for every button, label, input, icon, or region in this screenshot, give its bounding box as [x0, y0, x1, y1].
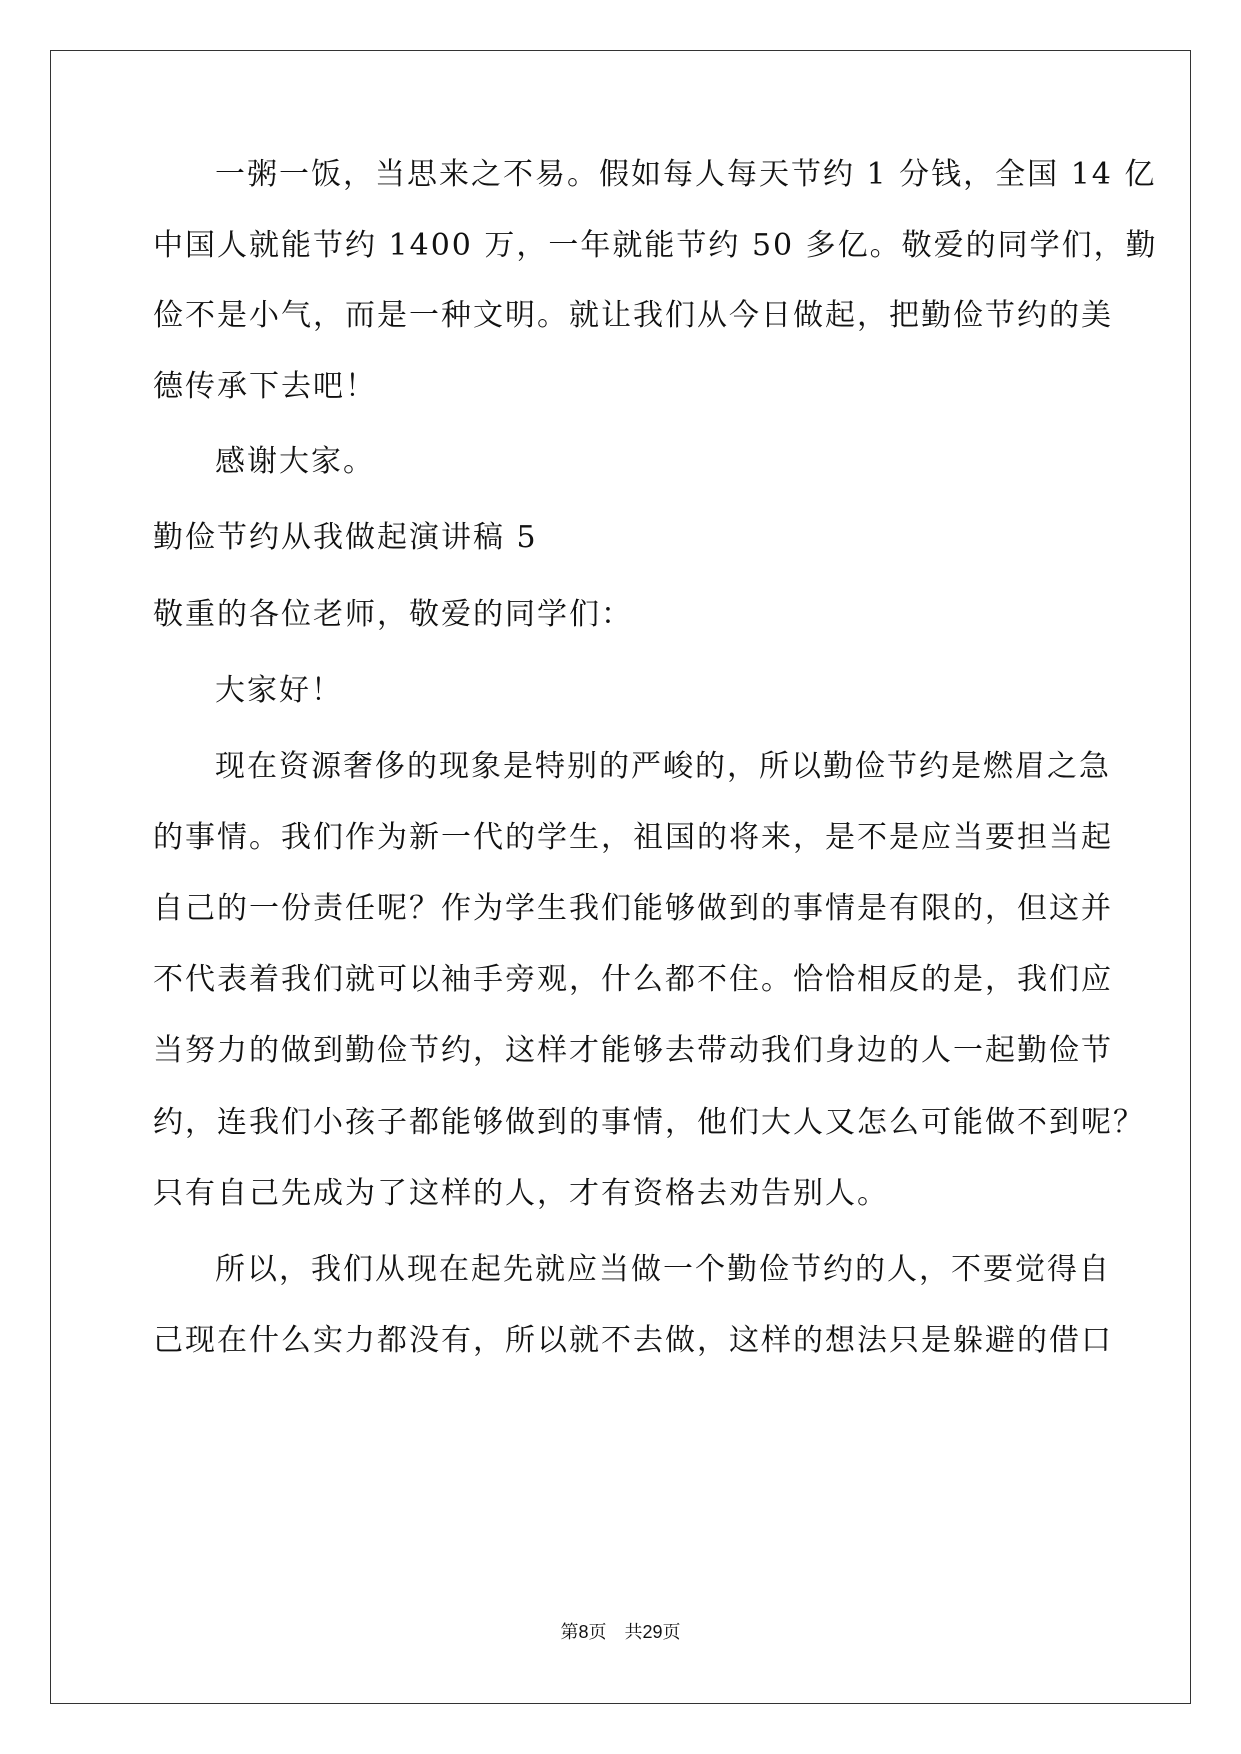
text-line: 德传承下去吧！	[153, 369, 377, 404]
page-mid: 页	[588, 1622, 607, 1643]
page-current: 8	[578, 1622, 589, 1642]
salutation: 敬重的各位老师，敬爱的同学们：	[153, 597, 633, 632]
total-prefix: 共	[624, 1622, 643, 1643]
text-line: 俭不是小气，而是一种文明。就让我们从今日做起，把勤俭节约的美	[153, 298, 1113, 333]
text-line: 一粥一饭，当思来之不易。假如每人每天节约 1 分钱，全国 14 亿	[215, 157, 1157, 192]
text-line: 己现在什么实力都没有，所以就不去做，这样的想法只是躲避的借口	[153, 1323, 1113, 1358]
page-footer	[0, 1620, 1241, 1645]
text-line: 自己的一份责任呢？作为学生我们能够做到的事情是有限的，但这并	[153, 891, 1113, 926]
section-heading: 勤俭节约从我做起演讲稿 5	[153, 520, 538, 555]
text-line: 的事情。我们作为新一代的学生，祖国的将来，是不是应当要担当起	[153, 820, 1113, 855]
text-line: 约，连我们小孩子都能够做到的事情，他们大人又怎么可能做不到呢？	[153, 1105, 1145, 1140]
text-line: 不代表着我们就可以袖手旁观，什么都不住。恰恰相反的是，我们应	[153, 962, 1113, 997]
text-line: 当努力的做到勤俭节约，这样才能够去带动我们身边的人一起勤俭节	[153, 1033, 1113, 1068]
text-line: 感谢大家。	[215, 444, 375, 479]
page-total: 29	[642, 1622, 663, 1642]
greeting: 大家好！	[215, 673, 343, 708]
text-line: 现在资源奢侈的现象是特别的严峻的，所以勤俭节约是燃眉之急	[215, 749, 1111, 784]
text-line: 只有自己先成为了这样的人，才有资格去劝告别人。	[153, 1176, 889, 1211]
text-line: 中国人就能节约 1400 万，一年就能节约 50 多亿。敬爱的同学们，勤	[153, 228, 1158, 263]
page-prefix: 第	[560, 1622, 579, 1643]
text-line: 所以，我们从现在起先就应当做一个勤俭节约的人，不要觉得自	[215, 1252, 1111, 1287]
total-suffix: 页	[662, 1622, 681, 1643]
